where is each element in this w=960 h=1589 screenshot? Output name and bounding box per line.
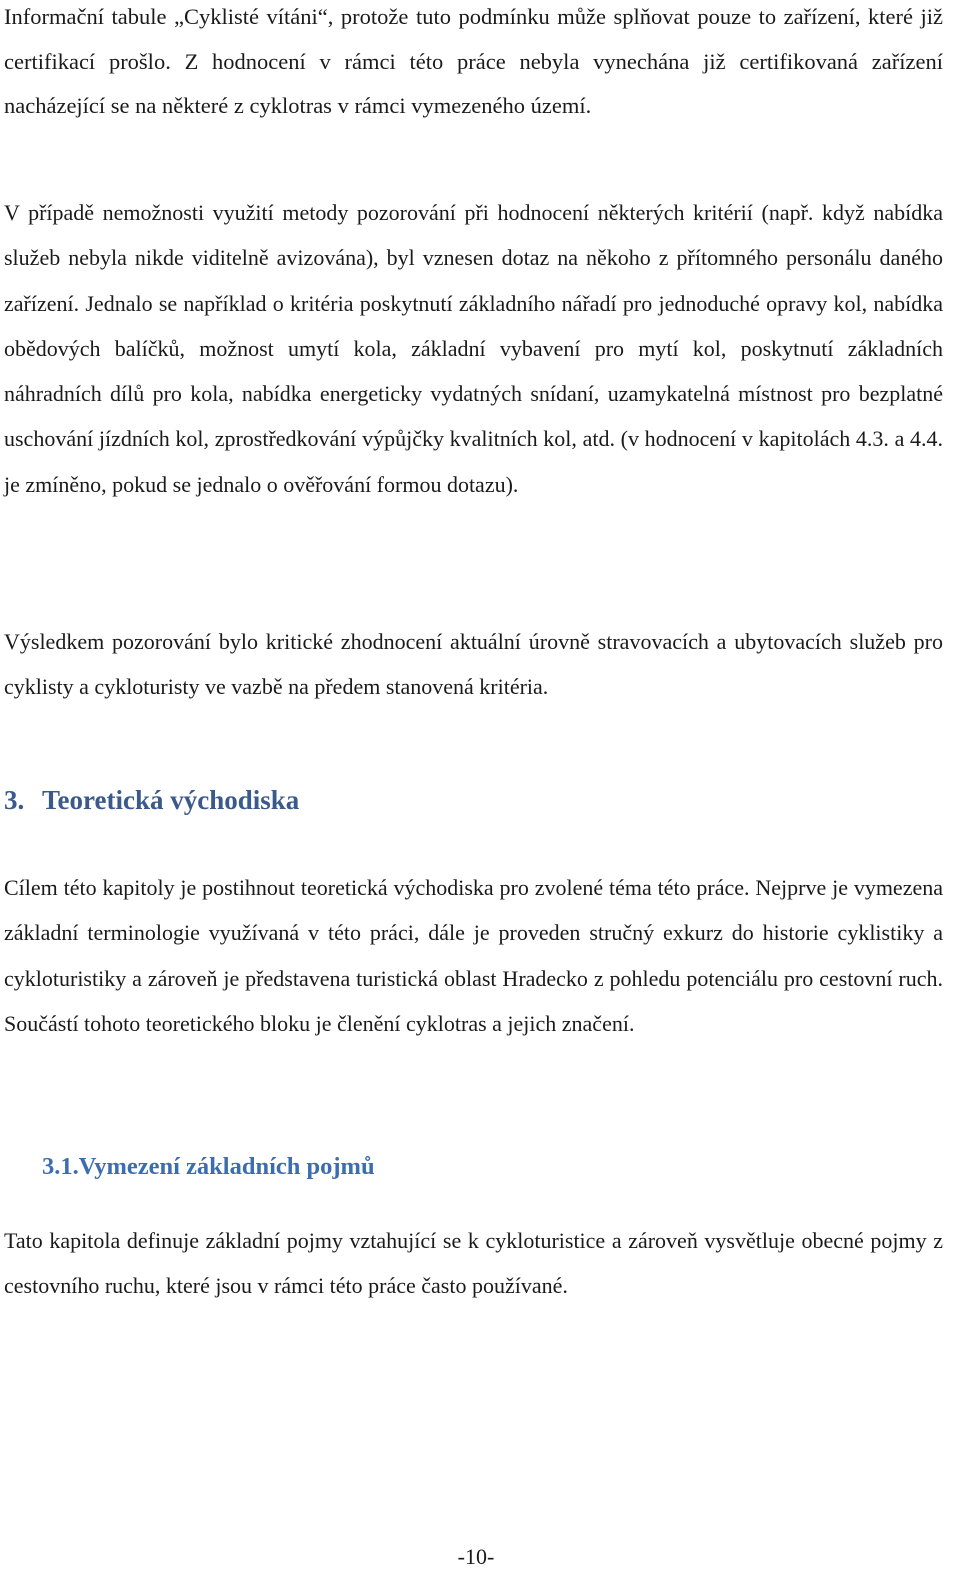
section-title: Teoretická východiska	[42, 785, 300, 815]
section-heading-3	[4, 778, 299, 822]
paragraph-observation-method: V případě nemožnosti využití metody pozorování při hodnocení některých kritérií (např. když nabídka služeb nebyla nikde viditelně avizována), byl vznesen dotaz na někoho z přítomného personálu daného zařízení. Jednalo se například o kritéria poskytnutí základního nářadí pro jednoduché opravy kol, nabídka obědových balíčků, možnost umytí kola, základní vybavení pro mytí kol, poskytnutí základních náhradních dílů pro kola, nabídka energeticky vydatných snídaní, uzamykatelná místnost pro bezplatné uschování jízdních kol, zprostředkování výpůjčky kvalitních kol, atd. (v hodnocení v kapitolách 4.3. a 4.4. je zmíněno, pokud se jednalo o ověřování formou dotazu).	[4, 200, 943, 497]
page-number: -10-	[457, 1544, 495, 1569]
subsection-heading-3-1	[42, 1145, 375, 1189]
subsection-number: 3.1.	[42, 1153, 79, 1180]
subsection-title: Vymezení základních pojmů	[78, 1153, 375, 1180]
paragraph-observation-result: Výsledkem pozorování bylo kritické zhodnocení aktuální úrovně stravovacích a ubytovacích služeb pro cyklisty a cykloturisty ve vazbě na předem stanovená kritéria.	[4, 629, 943, 700]
section-number: 3.	[4, 785, 25, 815]
paragraph-intro-continuation: Informační tabule „Cyklisté vítáni“, protože tuto podmínku může splňovat pouze to zařízení, které již certifikací prošlo. Z hodnocení v rámci této práce nebyla vynechána již certifikovaná zařízení nacházející se na některé z cyklotras v rámci vymezeného území.	[4, 4, 943, 118]
paragraph-terms-definition: Tato kapitola definuje základní pojmy vztahující se k cykloturistice a zároveň vysvětluje obecné pojmy z cestovního ruchu, které jsou v rámci této práce často používané.	[4, 1228, 943, 1299]
paragraph-chapter-goal: Cílem této kapitoly je postihnout teoretická východiska pro zvolené téma této práce. Nejprve je vymezena základní terminologie využívaná v této práci, dále je proveden stručný exkurz do historie cyklistiky a cykloturistiky a zároveň je představena turistická oblast Hradecko z pohledu potenciálu pro cestovní ruch. Součástí tohoto teoretického bloku je členění cyklotras a jejich značení.	[4, 875, 943, 1036]
